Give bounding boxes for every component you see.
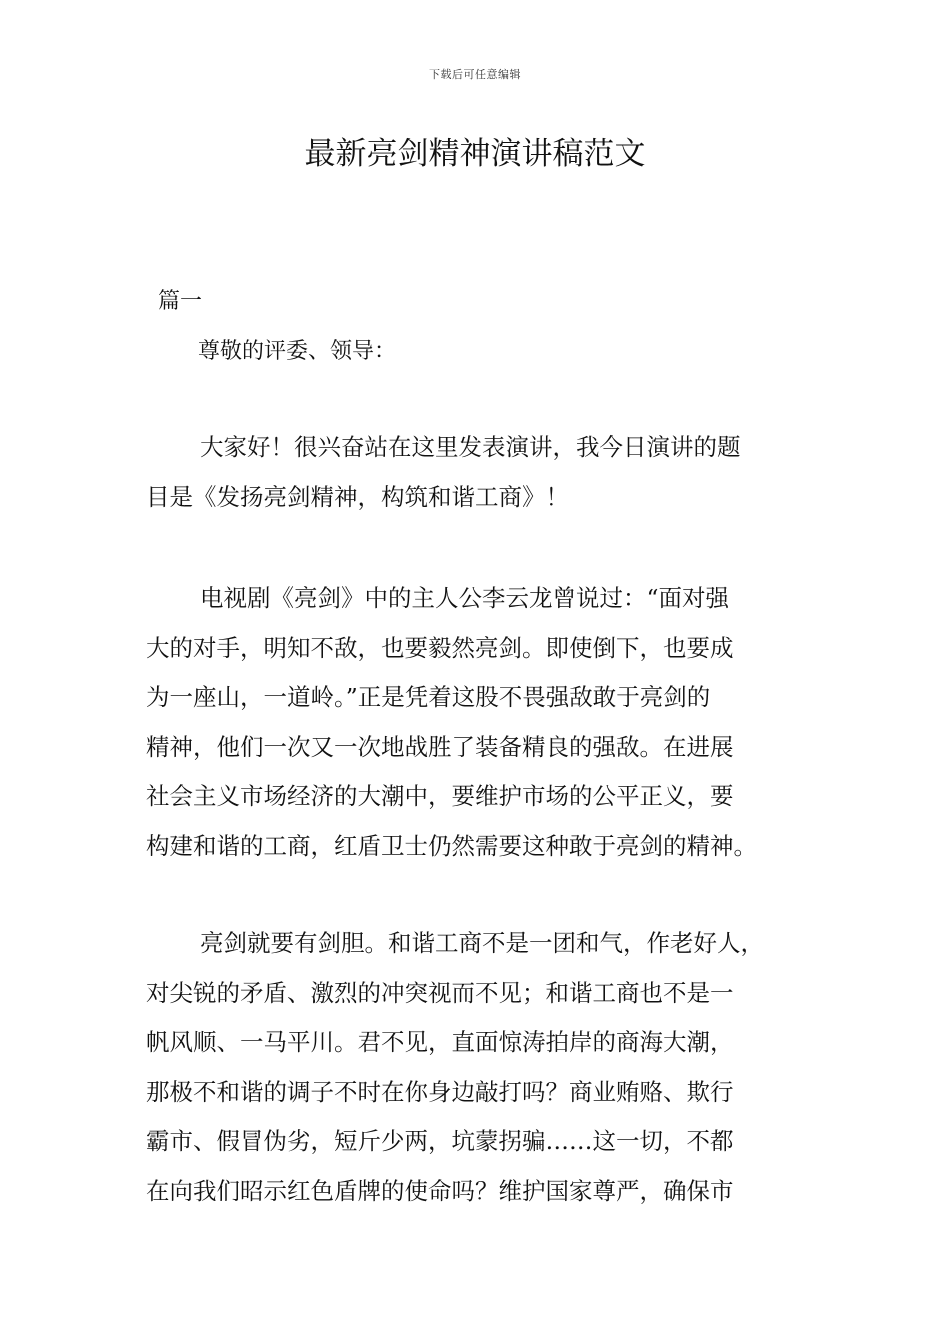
paragraph [146,574,826,871]
paragraph-line: 在向我们昭示红色盾牌的使命吗？维护国家尊严，确保市 [146,1176,734,1205]
section-label: 篇一 [158,289,203,314]
paragraph-line: 目是《发扬亮剑精神，构筑和谐工商》！ [146,482,569,511]
paragraph-line: 帆风顺、一马平川。君不见，直面惊涛拍岸的商海大潮， [146,1028,734,1056]
paragraph-line: 为一座山，一道岭。”正是凭着这股不畏强敌敢于亮剑的 [146,683,711,711]
paragraph-line: 构建和谐的工商，红盾卫士仍然需要这种敢于亮剑的精神。 [146,831,757,860]
paragraph-line: 社会主义市场经济的大潮中，要维护市场的公平正义，要 [146,782,734,810]
paragraph-line: 霸市、假冒伪劣，短斤少两，坑蒙拐骗……这一切，不都 [146,1127,734,1155]
paragraph-line: 大的对手，明知不敌，也要毅然亮剑。即使倒下，也要成 [146,633,734,662]
paragraph-line: 那极不和谐的调子不时在你身边敲打吗？商业贿赂、欺行 [146,1077,734,1106]
salutation: 尊敬的评委、领导： [198,339,397,364]
paragraph-line: 亮剑就要有剑胆。和谐工商不是一团和气，作老好人， [200,929,764,957]
paragraph [146,919,826,1216]
paragraph-line: 精神，他们一次又一次地战胜了装备精良的强敌。在进展 [146,732,734,761]
paragraph [146,423,826,522]
header-note: 下载后可任意编辑 [429,68,521,81]
paragraph-line: 电视剧《亮剑》中的主人公李云龙曾说过：“面对强 [200,584,730,612]
paragraph-line: 对尖锐的矛盾、激烈的冲突视而不见；和谐工商也不是一 [146,978,734,1007]
paragraph-line: 大家好！很兴奋站在这里发表演讲，我今日演讲的题 [200,433,741,461]
document-title: 最新亮剑精神演讲稿范文 [304,136,646,172]
